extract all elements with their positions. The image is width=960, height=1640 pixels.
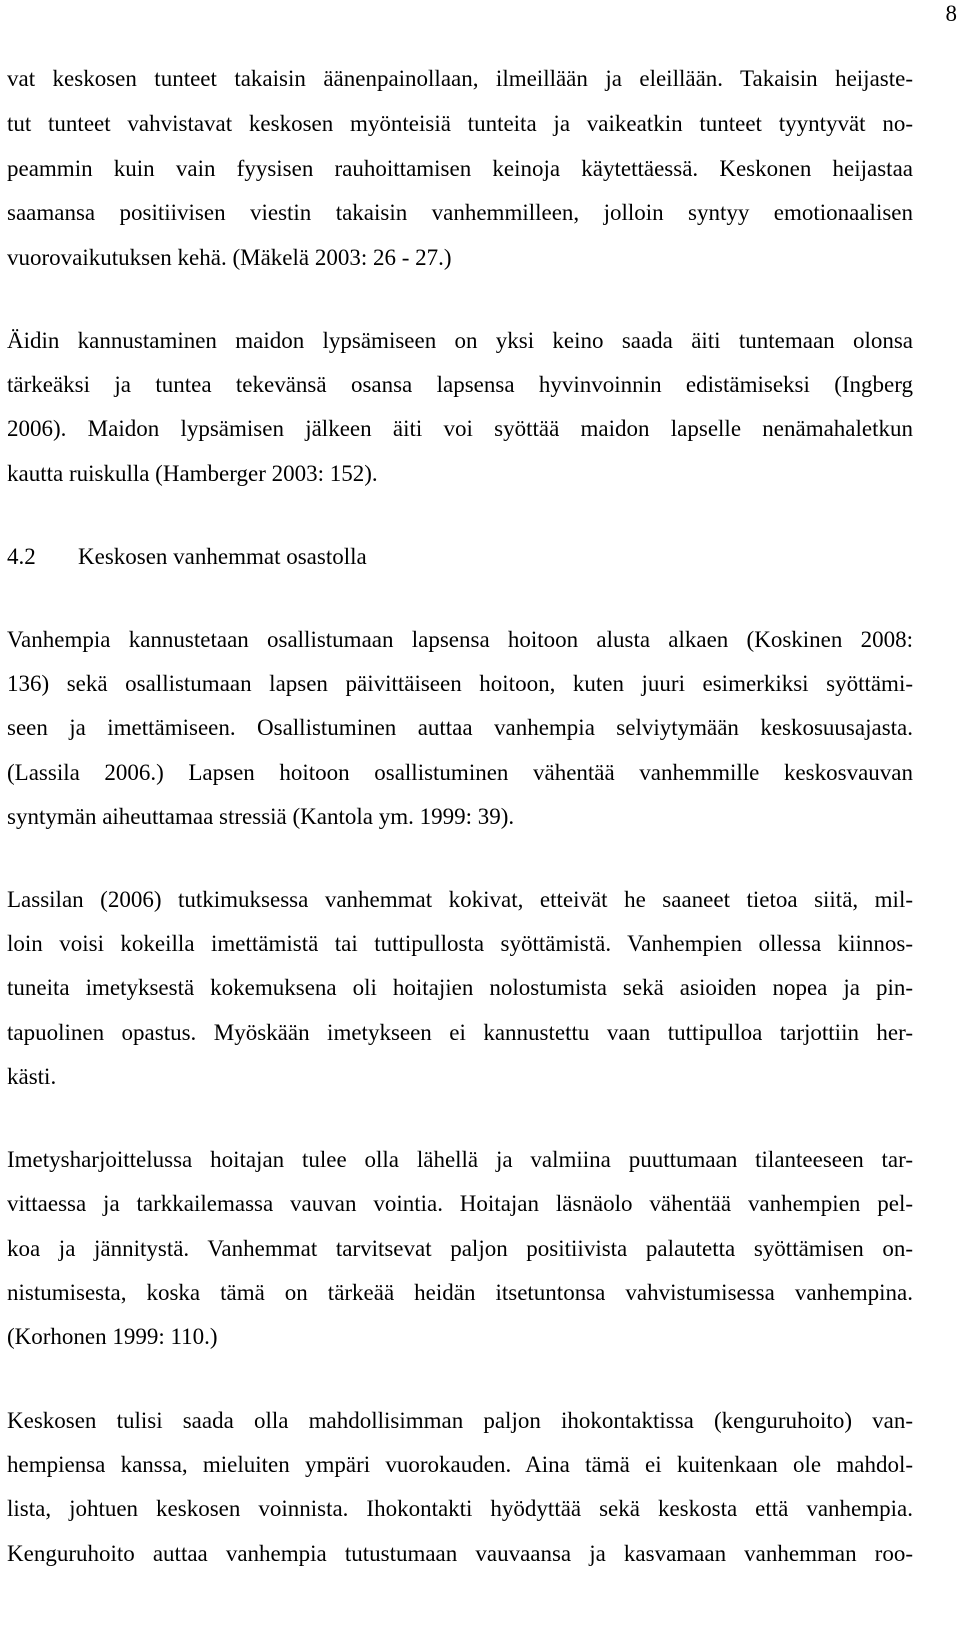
text-line: kautta ruiskulla (Hamberger 2003: 152). bbox=[7, 461, 378, 486]
text-line: hempiensa kanssa, mieluiten ympäri vuorokauden. Aina tämä ei kuitenkaan ole mahdol- bbox=[7, 1452, 913, 1477]
text-line: tuneita imetyksestä kokemuksena oli hoitajien nolostumista sekä asioiden nopea ja pin- bbox=[7, 975, 913, 1000]
text-line: 136) sekä osallistumaan lapsen päivittäiseen hoitoon, kuten juuri esimerkiksi syöttämi- bbox=[7, 671, 913, 696]
text-line: loin voisi kokeilla imettämistä tai tuttipullosta syöttämistä. Vanhempien ollessa kiinnos- bbox=[7, 931, 913, 956]
section-title: Keskosen vanhemmat osastolla bbox=[78, 544, 367, 569]
text-line: 2006). Maidon lypsämisen jälkeen äiti voi syöttää maidon lapselle nenämahaletkun bbox=[7, 416, 913, 441]
text-line: Vanhempia kannustetaan osallistumaan lapsensa hoitoon alusta alkaen (Koskinen 2008: bbox=[7, 627, 913, 652]
section-number: 4.2 bbox=[7, 544, 36, 569]
text-line: lista, johtuen keskosen voinnista. Ihokontakti hyödyttää sekä keskosta että vanhempia. bbox=[7, 1496, 913, 1521]
text-line: nistumisesta, koska tämä on tärkeää heidän itsetuntonsa vahvistumisessa vanhempina. bbox=[7, 1280, 913, 1305]
text-line: Imetysharjoittelussa hoitajan tulee olla lähellä ja valmiina puuttumaan tilanteeseen tar- bbox=[7, 1147, 913, 1172]
text-line: saamansa positiivisen viestin takaisin vanhemmilleen, jolloin syntyy emotionaalisen bbox=[7, 200, 913, 225]
text-line: Äidin kannustaminen maidon lypsämiseen on yksi keino saada äiti tuntemaan olonsa bbox=[7, 328, 913, 353]
text-line: kästi. bbox=[7, 1064, 57, 1089]
text-line: vittaessa ja tarkkailemassa vauvan vointia. Hoitajan läsnäolo vähentää vanhempien pel- bbox=[7, 1191, 913, 1216]
text-line: (Lassila 2006.) Lapsen hoitoon osallistuminen vähentää vanhemmille keskosvauvan bbox=[7, 760, 913, 785]
text-line: syntymän aiheuttamaa stressiä (Kantola ym. 1999: 39). bbox=[7, 804, 515, 829]
text-line: koa ja jännitystä. Vanhemmat tarvitsevat paljon positiivista palautetta syöttämisen on- bbox=[7, 1236, 913, 1261]
text-line: seen ja imettämiseen. Osallistuminen auttaa vanhempia selviytymään keskosuusajasta. bbox=[7, 715, 913, 740]
text-line: tärkeäksi ja tuntea tekevänsä osansa lapsensa hyvinvoinnin edistämiseksi (Ingberg bbox=[7, 372, 913, 397]
page-number: 8 bbox=[945, 1, 957, 26]
text-line: (Korhonen 1999: 110.) bbox=[7, 1324, 218, 1349]
text-line: Kenguruhoito auttaa vanhempia tutustumaan vauvaansa ja kasvamaan vanhemman roo- bbox=[7, 1541, 913, 1566]
text-line: tut tunteet vahvistavat keskosen myönteisiä tunteita ja vaikeatkin tunteet tyyntyvät no- bbox=[7, 111, 913, 136]
text-line: peammin kuin vain fyysisen rauhoittamisen keinoja käytettäessä. Keskonen heijastaa bbox=[7, 156, 913, 181]
text-line: tapuolinen opastus. Myöskään imetykseen ei kannustettu vaan tuttipulloa tarjottiin her- bbox=[7, 1020, 913, 1045]
text-line: Keskosen tulisi saada olla mahdollisimman paljon ihokontaktissa (kenguruhoito) van- bbox=[7, 1408, 913, 1433]
text-line: Lassilan (2006) tutkimuksessa vanhemmat kokivat, etteivät he saaneet tietoa siitä, mil- bbox=[7, 887, 913, 912]
text-line: vat keskosen tunteet takaisin äänenpainollaan, ilmeillään ja eleillään. Takaisin heijaste- bbox=[7, 66, 913, 91]
text-line: vuorovaikutuksen kehä. (Mäkelä 2003: 26 - 27.) bbox=[7, 245, 452, 270]
